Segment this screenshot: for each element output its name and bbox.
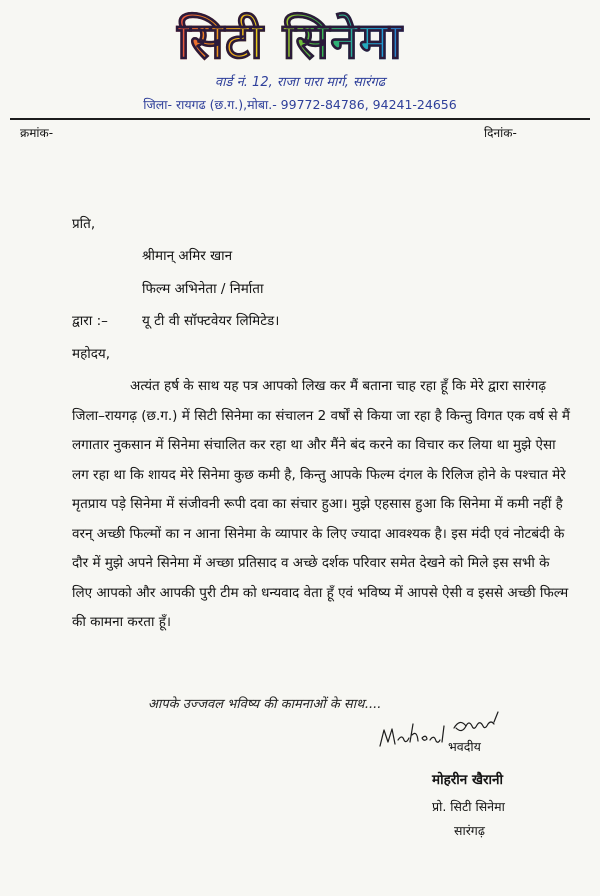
salutation: प्रति, (72, 216, 96, 232)
letterhead-contact: जिला- रायगढ (छ.ग.),मोबा.- 99772-84786, 94241-24656 (143, 97, 457, 112)
date-label: दिनांक- (484, 126, 517, 140)
body-paragraph (72, 372, 572, 638)
header-divider (10, 118, 590, 120)
yours-faithfully: भवदीय (448, 739, 481, 754)
sender-place: सारंगढ़ (454, 823, 485, 838)
recipient-name: श्रीमान् अमिर खान (142, 248, 233, 264)
sender-designation: प्रो. सिटी सिनेमा (432, 799, 505, 814)
sender-name: मोहरीन खैरानी (432, 772, 503, 788)
reference-number-label: क्रमांक- (20, 126, 54, 140)
body-text: अत्यंत हर्ष के साथ यह पत्र आपको लिख कर मैं बताना चाह रहा हूँ कि मेरे द्वारा सारंगढ़ जिला–रायगढ़ (छ.ग.) में सिटी सिनेमा का संचालन 2 वर्षों से किया जा रहा है किन्तु विगत एक वर्ष से मैं लगातार नुकसान में सिनेमा संचालित कर रहा था और मैंने बंद करने का विचार कर लिया था मुझे ऐसा लग रहा था कि शायद मेरे सिनेमा कुछ कमी है, किन्तु आपके फिल्म दंगल के रिलिज होने के पश्चात मेरे मृतप्राय पड़े सिनेमा में संजीवनी रूपी दवा का संचार हुआ। मुझे एहसास हुआ कि सिनेमा में कमी नहीं है वरन् अच्छी फिल्मों का न आना सिनेमा के व्यापार के लिए ज्यादा आवश्यक है। इस मंदी एवं नोटबंदी के दौर में मुझे अपने सिनेमा में अच्छा प्रतिसाद व अच्छे दर्शक परिवार समेत देखने को मिले इस सभी के लिए आपको और आपकी पुरी टीम को धन्यवाद वेता हूँ एवं भविष्य में आपसे ऐसी व इससे अच्छी फिल्म की कामना करता हूँ। (72, 378, 570, 630)
cinema-logo-title: सिटी सिनेमा (110, 10, 470, 72)
handwritten-signature (376, 702, 510, 756)
letterhead-address: वार्ड नं. 12, राजा पारा मार्ग, सारंगढ (214, 75, 386, 90)
via-company: यू टी वी सॉफ्टवेयर लिमिटेड। (142, 313, 280, 329)
via-label: द्वारा :– (72, 313, 108, 329)
greeting: महोदय, (72, 346, 111, 362)
recipient-title: फिल्म अभिनेता / निर्माता (142, 281, 264, 297)
closing-wishes: आपके उज्जवल भविष्य की कामनाओं के साथ.... (148, 697, 381, 712)
